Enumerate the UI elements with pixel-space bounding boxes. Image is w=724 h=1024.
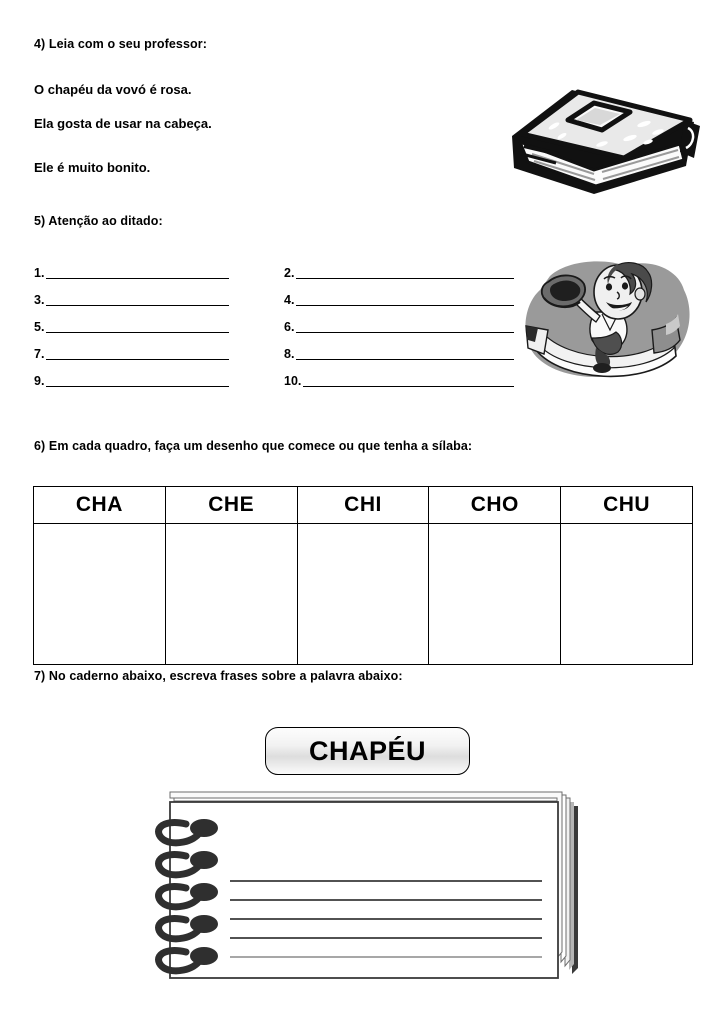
word-chip: CHAPÉU <box>265 727 470 775</box>
question-6-heading: 6) Em cada quadro, faça um desenho que comece ou que tenha a sílaba: <box>34 439 473 453</box>
dictation-line[interactable] <box>284 312 514 334</box>
dictation-rule[interactable] <box>46 304 229 306</box>
dictation-number: 8. <box>284 346 295 361</box>
drawing-cell[interactable] <box>561 524 693 665</box>
dictation-rule[interactable] <box>46 385 229 387</box>
dictation-line[interactable] <box>34 339 229 361</box>
drawing-cell[interactable] <box>297 524 429 665</box>
syllable-table <box>33 486 693 665</box>
drawing-cell[interactable] <box>429 524 561 665</box>
question-5-heading: 5) Atenção ao ditado: <box>34 214 163 228</box>
question-4-heading: 4) Leia com o seu professor: <box>34 37 207 51</box>
dictation-line[interactable] <box>284 366 514 388</box>
table-header-cell: CHE <box>165 487 297 524</box>
dictation-line[interactable] <box>34 312 229 334</box>
dictation-number: 7. <box>34 346 45 361</box>
dictation-line[interactable] <box>284 258 514 280</box>
dictation-line[interactable] <box>34 366 229 388</box>
table-header-cell: CHA <box>34 487 166 524</box>
table-header-row <box>34 487 693 524</box>
dictation-line[interactable] <box>284 339 514 361</box>
dictation-rule[interactable] <box>46 277 229 279</box>
dictation-rule[interactable] <box>296 304 514 306</box>
table-header-cell: CHU <box>561 487 693 524</box>
dictation-number: 6. <box>284 319 295 334</box>
dictation-number: 4. <box>284 292 295 307</box>
reading-sentence: Ele é muito bonito. <box>34 160 151 175</box>
table-header-cell: CHO <box>429 487 561 524</box>
dictation-line[interactable] <box>34 258 229 280</box>
dictation-rule[interactable] <box>296 358 514 360</box>
dictation-number: 2. <box>284 265 295 280</box>
dictation-rule[interactable] <box>46 331 229 333</box>
dictation-line[interactable] <box>284 285 514 307</box>
dictation-rule[interactable] <box>296 277 514 279</box>
spiral-notebook <box>140 788 590 988</box>
table-header-cell: CHI <box>297 487 429 524</box>
pencil-boy-icon <box>518 256 694 388</box>
dictation-number: 3. <box>34 292 45 307</box>
table-row <box>34 524 693 665</box>
dictation-line[interactable] <box>34 285 229 307</box>
dictation-number: 5. <box>34 319 45 334</box>
dictation-rule[interactable] <box>46 358 229 360</box>
question-7-heading: 7) No caderno abaixo, escreva frases sobre a palavra abaixo: <box>34 669 403 683</box>
reading-sentence: O chapéu da vovó é rosa. <box>34 82 192 97</box>
dictation-rule[interactable] <box>296 331 514 333</box>
dictation-number: 1. <box>34 265 45 280</box>
dictation-number: 10. <box>284 373 302 388</box>
drawing-cell[interactable] <box>34 524 166 665</box>
dictation-answer-grid <box>34 258 514 388</box>
drawing-cell[interactable] <box>165 524 297 665</box>
dictation-number: 9. <box>34 373 45 388</box>
book-icon <box>498 62 704 198</box>
dictation-rule[interactable] <box>303 385 514 387</box>
reading-sentence: Ela gosta de usar na cabeça. <box>34 116 212 131</box>
